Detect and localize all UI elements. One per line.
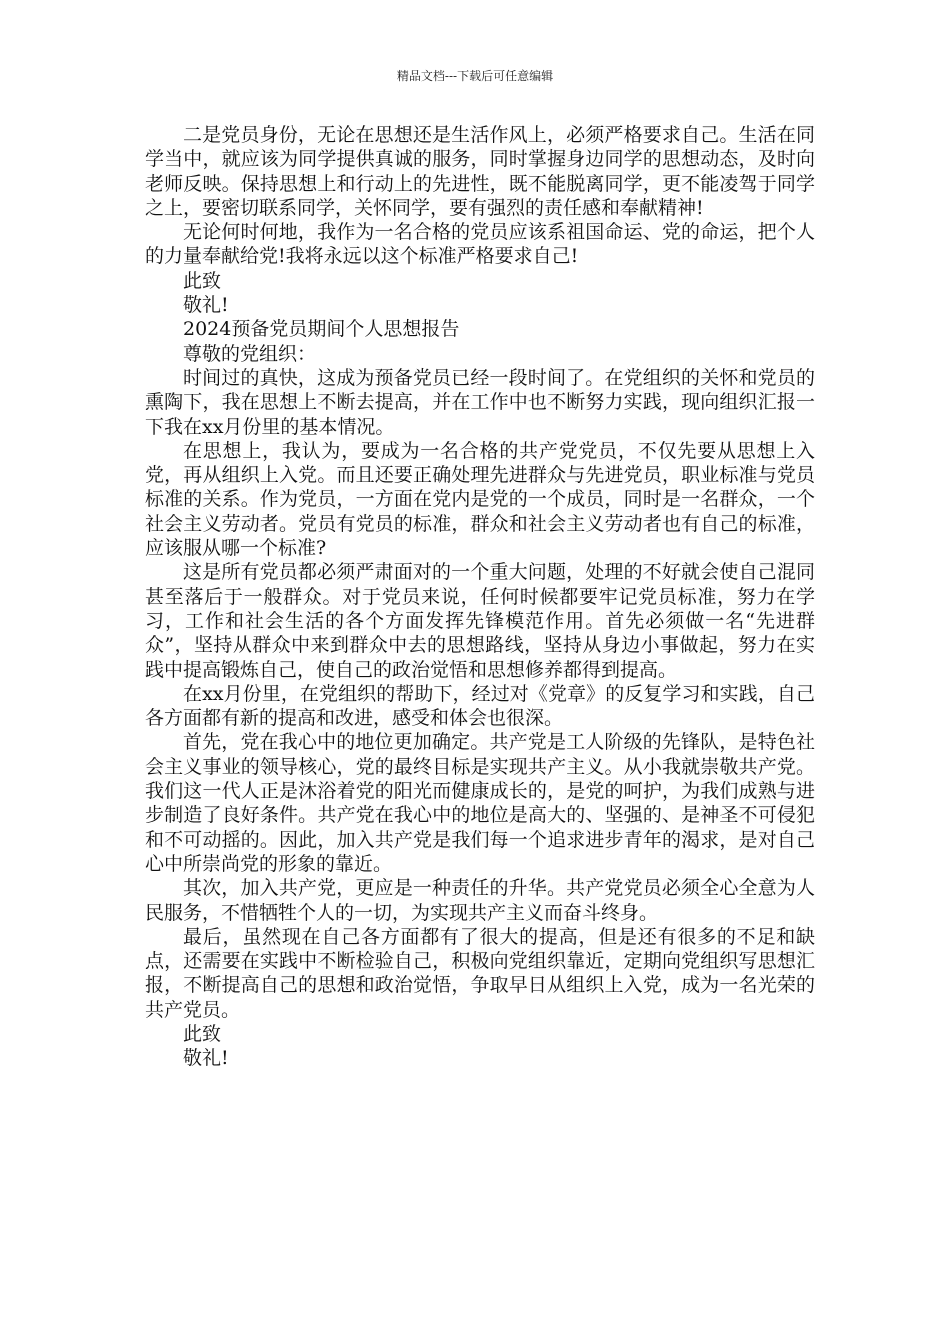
closing-regards: 敬礼! [183,294,229,317]
document-body [145,123,815,1071]
paragraph: 最后，虽然现在自己各方面都有了很大的提高，但是还有很多的不足和缺点，还需要在实践中不断检验自己，积极向党组织靠近，定期向党组织写思想汇报，不断提高自己的思想和政治觉悟，争取早日从组织上入党，成为一名光荣的共产党员。 [145,925,815,1021]
paragraph: 二是党员身份，无论在思想还是生活作风上，必须严格要求自己。生活在同学当中，就应该为同学提供真诚的服务，同时掌握身边同学的思想动态，及时向老师反映。保持思想上和行动上的先进性，既不能脱离同学，更不能凌驾于同学之上，要密切联系同学，关怀同学，要有强烈的责任感和奉献精神! [145,124,815,219]
closing-regards: 敬礼! [183,1047,229,1070]
paragraph: 在思想上，我认为，要成为一名合格的共产党党员，不仅先要从思想上入党，再从组织上入党。而且还要正确处理先进群众与先进党员，职业标准与党员标准的关系。作为党员，一方面在党内是党的一个成员，同时是一名群众，一个社会主义劳动者。党员有党员的标准，群众和社会主义劳动者也有自己的标准，应该服从哪一个标准? [145,439,815,560]
paragraph: 这是所有党员都必须严肃面对的一个重大问题，处理的不好就会使自己混同甚至落后于一般群众。对于党员来说，任何时候都要牢记党员标准，努力在学习，工作和社会生活的各个方面发挥先锋模范作用。首先必须做一名“先进群众”，坚持从群众中来到群众中去的思想路线，坚持从身边小事做起，努力在实践中提高锻炼自己，使自己的政治觉悟和思想修养都得到提高。 [145,561,815,681]
paragraph: 无论何时何地，我作为一名合格的党员应该系祖国命运、党的命运，把个人的力量奉献给党!我将永远以这个标准严格要求自己! [145,221,815,268]
page-header: 精品文档---下载后可任意编辑 [396,69,554,83]
paragraph: 首先，党在我心中的地位更加确定。共产党是工人阶级的先锋队，是特色社会主义事业的领导核心，党的最终目标是实现共产主义。从小我就崇敬共产党。我们这一代人正是沐浴着党的阳光而健康成长的，是党的呵护，为我们成熟与进步制造了良好条件。共产党在我心中的地位是高大的、坚强的、是神圣不可侵犯和不可动摇的。因此，加入共产党是我们每一个追求进步青年的渴求，是对自己心中所崇尚党的形象的靠近。 [145,731,815,875]
report-title: 2024预备党员期间个人思想报告 [183,318,460,341]
paragraph: 其次，加入共产党，更应是一种责任的升华。共产党党员必须全心全意为人民服务，不惜牺牲个人的一切，为实现共产主义而奋斗终身。 [145,877,815,924]
greeting: 尊敬的党组织： [183,342,317,365]
paragraph: 在xx月份里，在党组织的帮助下，经过对《党章》的反复学习和实践，自己各方面都有新的提高和改进，感受和体会也很深。 [145,682,815,730]
closing-salutation: 此致 [183,269,222,292]
closing-salutation: 此致 [183,1022,222,1045]
paragraph: 时间过的真快，这成为预备党员已经一段时间了。在党组织的关怀和党员的熏陶下，我在思想上不断去提高，并在工作中也不断努力实践，现向组织汇报一下我在xx月份里的基本情况。 [145,366,815,438]
